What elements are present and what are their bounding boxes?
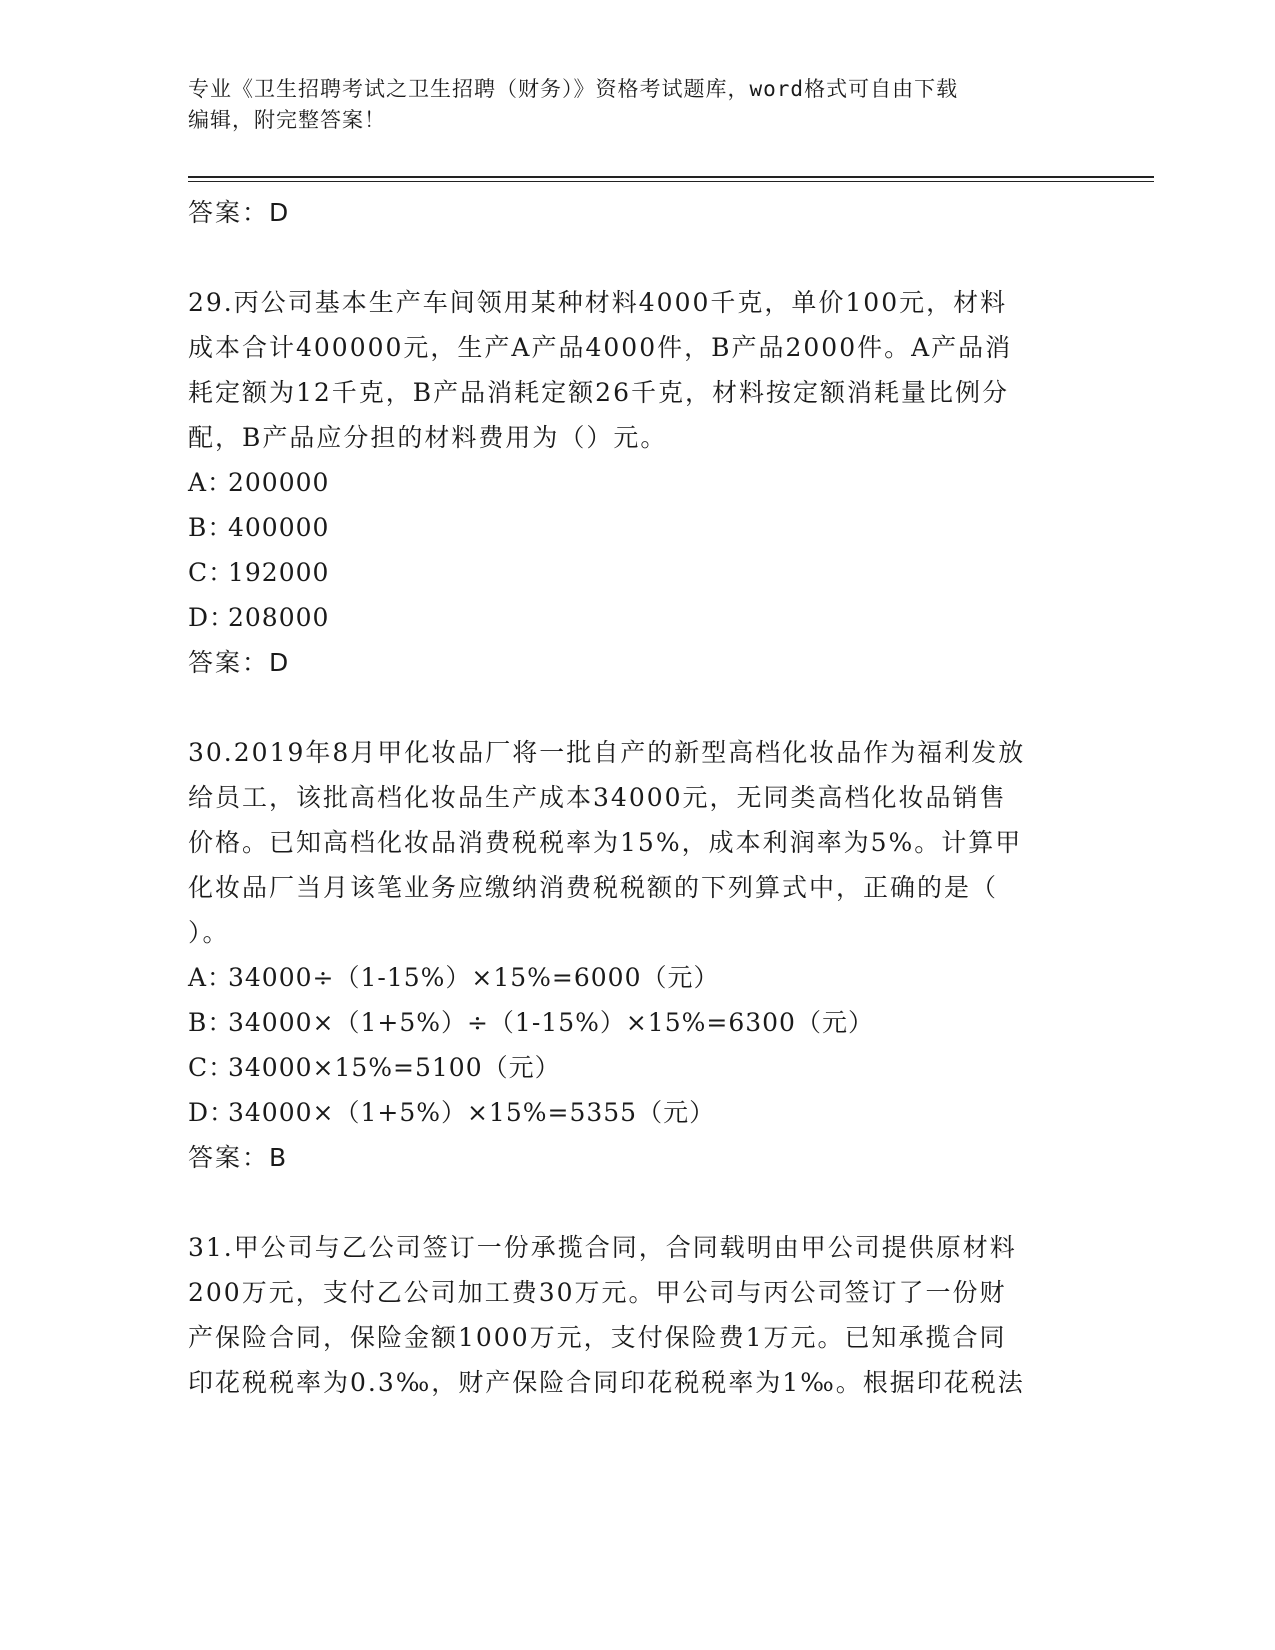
- option-a: [188, 955, 1088, 1000]
- option-label: A：: [188, 963, 234, 992]
- option-text: 208000: [228, 603, 330, 632]
- option-text: 34000×（1+5%）×15%=5355（元）: [228, 1098, 716, 1127]
- option-a: [188, 460, 1088, 505]
- question-stem: [188, 1225, 1088, 1405]
- header-line-1: 专业《卫生招聘考试之卫生招聘（财务）》资格考试题库，word格式可自由下载: [188, 77, 959, 101]
- option-b: [188, 1000, 1088, 1045]
- header-divider-thick: [188, 176, 1154, 178]
- stem-line: 31.甲公司与乙公司签订一份承揽合同，合同载明由甲公司提供原材料: [188, 1233, 1017, 1262]
- answer-line: 答案：D: [188, 198, 291, 227]
- option-b: [188, 505, 1088, 550]
- option-text: 192000: [228, 558, 330, 587]
- stem-line: 耗定额为12千克，B产品消耗定额26千克，材料按定额消耗量比例分: [188, 378, 1009, 407]
- question-item: [188, 1225, 1088, 1405]
- option-label: B：: [188, 1008, 234, 1037]
- header-divider-thin: [188, 181, 1154, 182]
- stem-line: 200万元，支付乙公司加工费30万元。甲公司与丙公司签订了一份财: [188, 1278, 1007, 1307]
- option-label: D：: [188, 1098, 236, 1127]
- option-text: 34000×15%=5100（元）: [228, 1053, 561, 1082]
- stem-line: ）。: [188, 918, 230, 947]
- stem-line: 配，B产品应分担的材料费用为（）元。: [188, 423, 668, 452]
- answer-line: 答案：D: [188, 648, 291, 677]
- option-c: [188, 1045, 1088, 1090]
- option-text: 34000×（1+5%）÷（1-15%）×15%=6300（元）: [228, 1008, 874, 1037]
- option-d: [188, 595, 1088, 640]
- stem-line: 成本合计400000元，生产A产品4000件，B产品2000件。A产品消: [188, 333, 1013, 362]
- option-text: 400000: [228, 513, 330, 542]
- answer-line: 答案：B: [188, 1143, 289, 1172]
- stem-line: 价格。已知高档化妆品消费税税率为15%，成本利润率为5%。计算甲: [188, 828, 1023, 857]
- question-stem: [188, 280, 1088, 460]
- stem-line: 29.丙公司基本生产车间领用某种材料4000千克，单价100元，材料: [188, 288, 1008, 317]
- option-c: [188, 550, 1088, 595]
- option-text: 200000: [228, 468, 330, 497]
- page-header: [188, 74, 1088, 136]
- option-label: B：: [188, 513, 234, 542]
- option-label: C：: [188, 558, 235, 587]
- option-d: [188, 1090, 1088, 1135]
- stem-line: 给员工，该批高档化妆品生产成本34000元，无同类高档化妆品销售: [188, 783, 1007, 812]
- option-label: C：: [188, 1053, 235, 1082]
- question-stem: [188, 730, 1088, 955]
- header-line-2: 编辑，附完整答案！: [188, 108, 386, 132]
- stem-line: 印花税税率为0.3‰，财产保险合同印花税税率为1‰。根据印花税法: [188, 1368, 1025, 1397]
- option-label: D：: [188, 603, 236, 632]
- option-text: 34000÷（1-15%）×15%=6000（元）: [228, 963, 720, 992]
- stem-line: 30.2019年8月甲化妆品厂将一批自产的新型高档化妆品作为福利发放: [188, 738, 1026, 767]
- question-item: [188, 280, 1088, 685]
- stem-line: 化妆品厂当月该笔业务应缴纳消费税税额的下列算式中，正确的是（: [188, 873, 999, 902]
- question-item: [188, 730, 1088, 1180]
- option-label: A：: [188, 468, 234, 497]
- question-list: [188, 190, 1088, 1405]
- stem-line: 产保险合同，保险金额1000万元，支付保险费1万元。已知承揽合同: [188, 1323, 1007, 1352]
